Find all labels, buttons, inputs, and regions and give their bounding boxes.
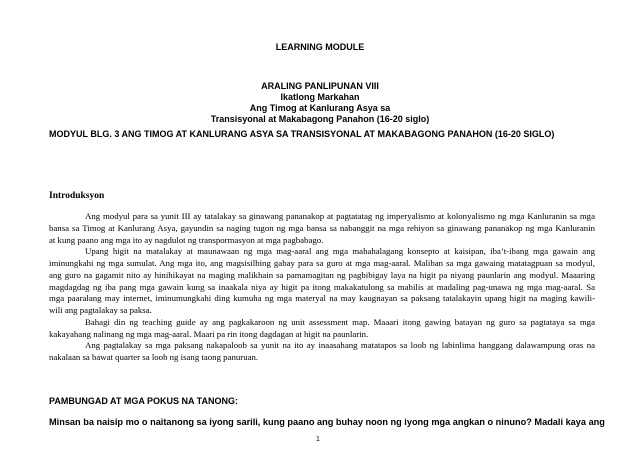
paragraph-line: bansa sa Timog at Kanlurang Asya, gayundin sa naging tugon ng mga bansa sa nabanggit na mga rehiyon sa ginawang pananakop ng mga Kanluranin xyxy=(49,222,595,233)
paragraph xyxy=(49,317,595,341)
paragraph-line: at kung paano ang mga ito ay nagdulot ng transpormasyon at mga pagbabago. xyxy=(49,234,324,245)
paragraph-line: ang guro na gagamit nito ay hinihikayat na maging malikhain sa pamamagitan ng pagbibigay laya na higit pa niyang paunlarin ang modyul. Maaaring xyxy=(49,269,595,280)
page-number: 1 xyxy=(316,436,320,443)
paragraph xyxy=(49,340,595,364)
paragraph-line: Upang higit na matalakay at maunawaan ng mga mag-aaral ang mga mahahalagang konsepto at kaisipan, iba’t-ibang mga gawain ang xyxy=(85,246,595,257)
focus-question: Minsan ba naisip mo o naitanong sa iyong sarili, kung paano ang buhay noon ng iyong mga angkan o ninuno? Madali kaya ang xyxy=(49,417,605,427)
module-label: LEARNING MODULE xyxy=(275,42,365,52)
paragraph-line: magdagdag ng iba pang mga gawain kung sa inaakala niya ay higit pa itong makakatulong sa mabilis at madaling pag-unawa ng mga mag-aaral. Sa xyxy=(49,281,595,292)
quarter-title: Ikatlong Markahan xyxy=(280,92,360,102)
intro-body xyxy=(49,211,595,364)
paragraph-line: nakalaan sa bawat quarter sa loob ng isang taong panuruan. xyxy=(49,352,259,362)
paragraph xyxy=(49,211,595,246)
paragraph-line: Bahagi din ng teaching guide ay ang pagkakaroon ng unit assessment map. Maaari itong gawing batayan ng guro sa pagtataya sa mga xyxy=(85,316,595,327)
module-heading: MODYUL BLG. 3 ANG TIMOG AT KANLURANG ASYA SA TRANSISYONAL AT MAKABAGONG PANAHON (16-20 SIGLO) xyxy=(49,129,555,139)
period-title: Transisyonal at Makabagong Panahon (16-20 siglo) xyxy=(210,114,430,124)
intro-heading: Introduksyon xyxy=(49,191,105,201)
paragraph-line: wili ang pagtalakay sa paksa. xyxy=(49,305,152,315)
paragraph-line: Ang modyul para sa yunit III ay tatalakay sa ginawang pananakop at pagtatatag ng imperyalismo at kolonyalismo ng mga Kanluranin sa mga xyxy=(85,211,595,221)
subject-title: ARALING PANLIPUNAN VIII xyxy=(261,81,379,91)
paragraph-line: Ang pagtalakay sa mga paksang nakapaloob sa yunit na ito ay inaasahang matatapos sa loob ng labinlima hanggang dalawampung oras na xyxy=(85,340,595,351)
topic-title: Ang Timog at Kanlurang Asya sa xyxy=(249,103,391,113)
title-block xyxy=(0,42,640,53)
paragraph-line: kakayahang nalinang ng mga mag-aaral. Maari pa rin itong dagdagan at higit na paunlarin. xyxy=(49,328,369,339)
paragraph-line: iminungkahi ng mga sumulat. Ang mga ito, ang magsisilbing gabay para sa guro at mga mag-aaral. Maliban sa mga gawaing matatagpuan sa modyul, xyxy=(49,258,595,268)
subject-block xyxy=(0,81,640,125)
paragraph-line: mga paaralang may internet, iminumungkahi ding kumuha ng mga materyal na may kaugnayan sa paksang tatalakayin upang higit na maging kawili- xyxy=(49,293,595,304)
focus-heading: PAMBUNGAD AT MGA POKUS NA TANONG: xyxy=(49,396,238,406)
paragraph xyxy=(49,246,595,317)
